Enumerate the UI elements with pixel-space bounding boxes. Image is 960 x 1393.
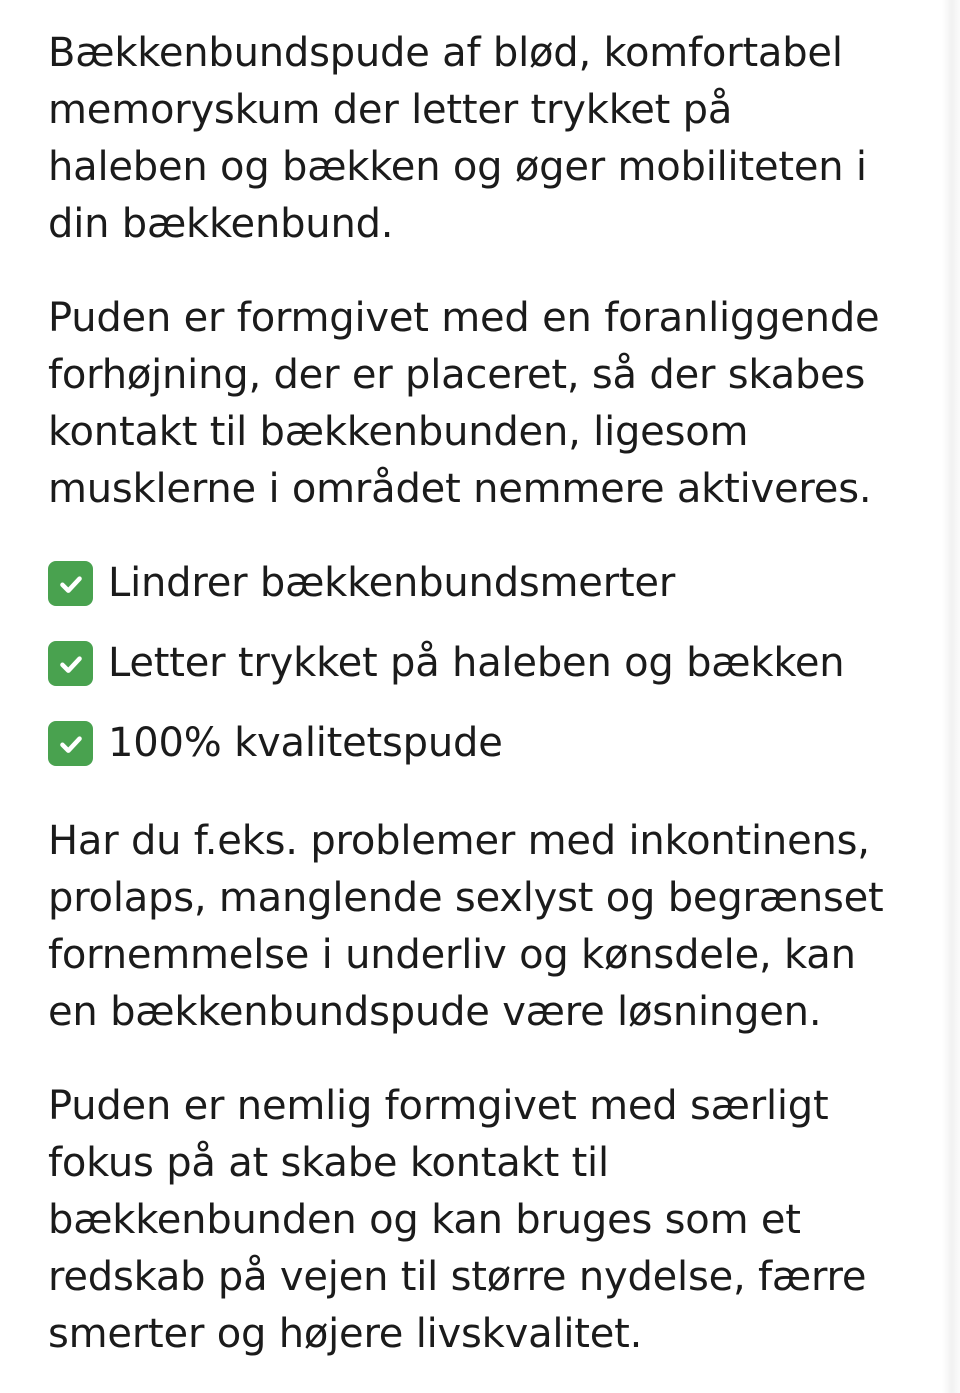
benefit-list-item xyxy=(48,555,902,612)
benefit-label: Letter trykket på haleben og bækken xyxy=(108,640,845,686)
paragraph-intro-2: Puden er formgivet med en foranliggende forhøjning, der er placeret, så der skabes kontakt til bækkenbunden, ligesom musklerne i området nemmere aktiveres. xyxy=(48,295,880,512)
benefit-list-item xyxy=(48,635,902,692)
paragraph-outro-2: Puden er nemlig formgivet med særligt fokus på at skabe kontakt til bækkenbunden og kan bruges som et redskab på vejen til større nydelse, færre smerter og højere livskvalitet. xyxy=(48,1083,867,1357)
benefit-list xyxy=(48,555,902,772)
paragraph-outro-1: Har du f.eks. problemer med inkontinens, prolaps, manglende sexlyst og begrænset fornemmelse i underliv og kønsdele, kan en bækkenbundspude være løsningen. xyxy=(48,818,884,1035)
check-icon xyxy=(48,721,93,766)
benefit-label: Lindrer bækkenbundsmerter xyxy=(108,560,676,606)
benefit-label: 100% kvalitetspude xyxy=(108,720,503,766)
paragraph-intro-1: Bækkenbundspude af blød, komfortabel memoryskum der letter trykket på haleben og bækken og øger mobiliteten i din bækkenbund. xyxy=(48,30,867,247)
benefit-list-item xyxy=(48,715,902,772)
check-icon xyxy=(48,641,93,686)
check-icon xyxy=(48,561,93,606)
